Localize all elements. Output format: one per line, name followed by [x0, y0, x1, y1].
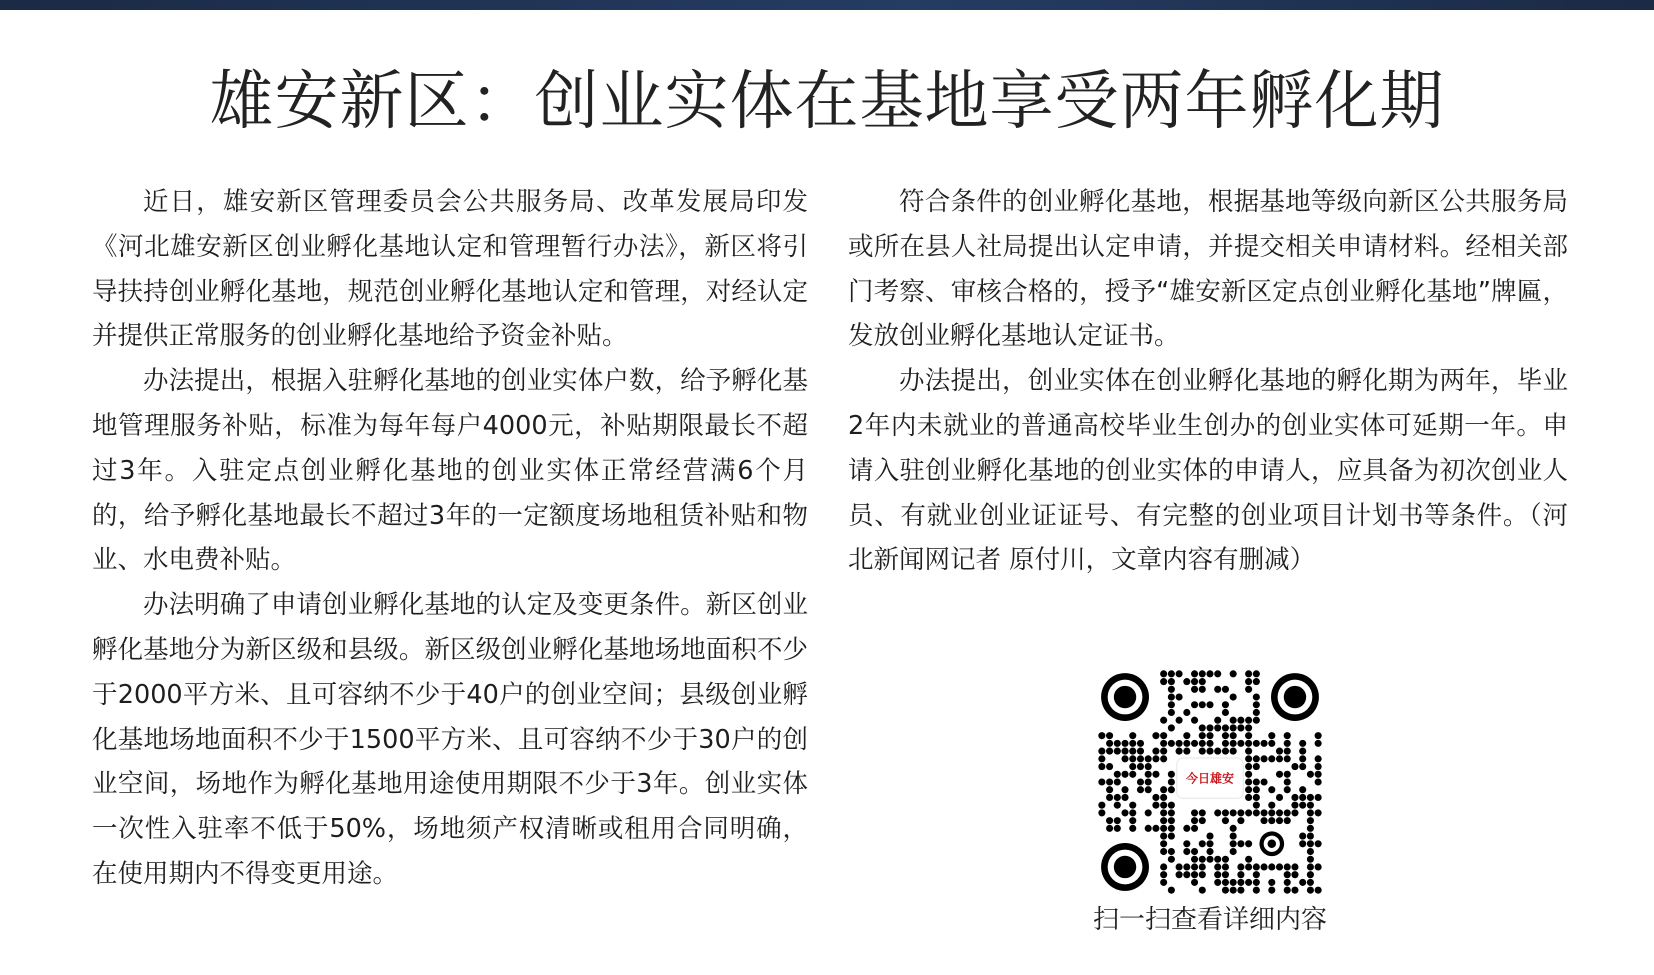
article-paragraph: 符合条件的创业孵化基地，根据基地等级向新区公共服务局或所在县人社局提出认定申请，并提交相关申请材料。经相关部门考察、审核合格的，授予“雄安新区定点创业孵化基地”牌匾，发放创业孵化基地认定证书。 — [848, 187, 1568, 352]
article-title: 雄安新区：创业实体在基地享受两年孵化期 — [209, 65, 1445, 139]
qr-code-block — [1080, 670, 1340, 936]
qr-code-icon[interactable] — [1098, 670, 1322, 894]
article-column-left — [92, 180, 808, 897]
article-paragraph: 办法提出，根据入驻孵化基地的创业实体户数，给予孵化基地管理服务补贴，标准为每年每户4000元，补贴期限最长不超过3年。入驻定点创业孵化基地的创业实体正常经营满6个月的，给予孵化基地最长不超过3年的一定额度场地租赁补贴和物业、水电费补贴。 — [92, 366, 808, 576]
article-paragraph: 办法明确了申请创业孵化基地的认定及变更条件。新区创业孵化基地分为新区级和县级。新区级创业孵化基地场地面积不少于2000平方米、且可容纳不少于40户的创业空间；县级创业孵化基地场地面积不少于1500平方米、且可容纳不少于30户的创业空间，场地作为孵化基地用途使用期限不少于3年。创业实体一次性入驻率不低于50%，场地须产权清晰或租用合同明确，在使用期内不得变更用途。 — [92, 590, 808, 889]
top-banner-bar — [0, 0, 1654, 10]
article-paragraph: 办法提出，创业实体在创业孵化基地的孵化期为两年，毕业2年内未就业的普通高校毕业生创办的创业实体可延期一年。申请入驻创业孵化基地的创业实体的申请人，应具备为初次创业人员、有就业创业证证号、有完整的创业项目计划书等条件。（河北新闻网记者 原付川，文章内容有删减） — [848, 366, 1568, 576]
article-column-right — [848, 180, 1568, 583]
article-paragraph: 近日，雄安新区管理委员会公共服务局、改革发展局印发《河北雄安新区创业孵化基地认定和管理暂行办法》，新区将引导扶持创业孵化基地，规范创业孵化基地认定和管理，对经认定并提供正常服务的创业孵化基地给予资金补贴。 — [92, 187, 808, 352]
qr-logo-text: 今日雄安 — [1185, 771, 1235, 786]
qr-caption: 扫一扫查看详细内容 — [1092, 905, 1327, 935]
